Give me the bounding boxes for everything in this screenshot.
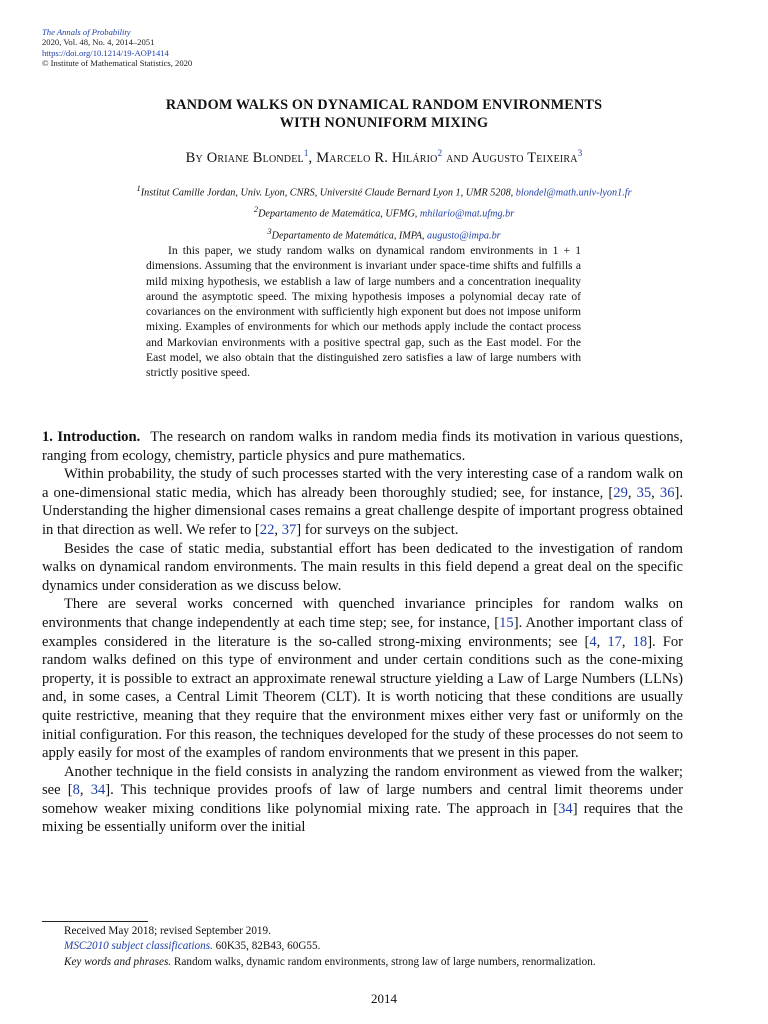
journal-name[interactable]: The Annals of Probability — [42, 27, 131, 37]
volume-info: 2020, Vol. 48, No. 4, 2014–2051 — [42, 37, 155, 48]
paragraph-text: The research on random walks in random media finds its motivation in various questions, ranging from ecology, chemistry, particle physics and pure mathematics. — [42, 429, 683, 464]
citation-link[interactable]: 4 — [589, 633, 597, 650]
paper-title — [60, 96, 708, 132]
affiliation-2 — [30, 201, 738, 222]
citation-link[interactable]: 22 — [259, 521, 275, 538]
affil-text: Departamento de Matemática, UFMG, — [258, 208, 418, 220]
email-link[interactable]: blondel@math.univ-lyon1.fr — [515, 187, 632, 199]
copyright: © Institute of Mathematical Statistics, 2020 — [42, 58, 193, 69]
email-link[interactable]: augusto@impa.br — [427, 230, 501, 242]
citation-link[interactable]: 17 — [607, 633, 622, 650]
author-3-affil-link[interactable]: 3 — [577, 148, 583, 158]
keywords-text: Random walks, dynamic random environments, strong law of large numbers, renormalization. — [173, 955, 596, 968]
section-number: 1. — [42, 429, 53, 445]
paragraph: Another technique in the field consists in analyzing the random environment as viewed from the walker; see [8, 34]. This technique provides proofs of law of large numbers and central limit theorems under somehow weaker mixing conditions like polynomial mixing rate. The approach in [34] requires that the mixing be essentially uniform over the initial — [42, 763, 683, 836]
paragraph-text: ]. Another important class of examples considered in the literature is the so-called strong-mixing environments; see [ — [42, 614, 684, 650]
doi-link[interactable]: https://doi.org/10.1214/19-AOP1414 — [42, 47, 169, 58]
msc-codes: 60K35, 82B43, 60G55. — [215, 940, 321, 953]
affiliation-1 — [30, 180, 738, 201]
citation-link[interactable]: 34 — [558, 800, 573, 817]
citation-link[interactable]: 29 — [613, 484, 628, 501]
by-word: By — [185, 149, 203, 166]
affiliation-3 — [30, 223, 738, 244]
paragraph-text: Within probability, the study of such processes started with the very interesting case of a random walk on a one-dimensional static media, which has already been thoroughly studied; see, for instance, [ — [42, 466, 683, 501]
msc-note — [42, 939, 683, 954]
paragraph-text: ] requires that the mixing be essentially uniform over the initial — [42, 800, 683, 836]
paragraph: There are several works concerned with quenched invariance principles for random walks on environments that change independently at each time step; see, for instance, [15]. Another important class of examples considered in the literature is the so-called strong-mixing environments; see [4, 17, 18]. For random walks defined on this type of environment and under certain conditions such as the cone-mixing property, it is possible to extract an approximate renewal structure yielding a Law of Large Numbers (LLNs) and, in some cases, a Central Limit Theorem (CLT). It is worth noticing that these conditions are usually quite restrictive, meaning that they require that the environment mixes either very fast or uniformly on the initial configuration. For this reason, the techniques developed for the study of these processes do not seem to apply easily for most of the examples of random environments that we present in this paper. — [42, 596, 684, 762]
title-line-1: RANDOM WALKS ON DYNAMICAL RANDOM ENVIRONMENTS — [165, 97, 603, 113]
footnote-divider — [42, 921, 148, 922]
abstract: In this paper, we study random walks on dynamical random environments in 1 + 1 dimensions. Assuming that the environment is invariant under space-time shifts and fulfills a mild mixing hypothesis, we establish a law of large numbers and a concentration inequality around the asymptotic speed. The mixing hypothesis imposes a polynomial decay rate of covariances on the environment with sufficiently high exponent but does not impose uniform mixing. Examples of environments for which our methods apply include the contact process and Markovian environments with a positive spectral gap, such as the East model. For the East model, we also obtain that the distinguished zero satisfies a law of large numbers with strictly positive speed. — [146, 244, 581, 380]
paragraph: Within probability, the study of such processes started with the very interesting case of a random walk on a one-dimensional static media, which has already been thoroughly studied; see, for instance, [29, 35, 36]. Understanding the higher dimensional cases remains a great challenge despite of important progress obtained in that direction as well. We refer to [22, 37] for surveys on the subject. — [42, 466, 683, 538]
paragraph: Besides the case of static media, substantial effort has been dedicated to the investigation of random walks on dynamical random environments. The main results in this field depend a great deal on the specific dynamics under consideration as we discuss below. — [42, 540, 683, 594]
journal-header — [42, 27, 192, 69]
msc-link[interactable]: MSC2010 subject classifications. — [64, 940, 213, 953]
paragraph-text: ]. Understanding the higher dimensional cases remains a great challenge despite of important progress obtained in that direction as well. We refer to [ — [42, 484, 683, 538]
citation-link[interactable]: 34 — [90, 782, 106, 799]
author-2-affil-link[interactable]: 2 — [437, 148, 443, 158]
email-link[interactable]: mhilario@mat.ufmg.br — [419, 208, 515, 220]
author-2: Marcelo R. Hilário — [316, 149, 438, 166]
paragraph — [42, 428, 683, 465]
body-text — [42, 428, 683, 837]
received-note: Received May 2018; revised September 2019. — [64, 925, 271, 937]
and-word: and — [446, 149, 469, 166]
affil-marker: 3 — [267, 225, 272, 236]
citation-link[interactable]: 15 — [499, 614, 514, 631]
keywords-note — [42, 955, 683, 970]
author-1: Oriane Blondel — [206, 149, 304, 166]
keywords-label: Key words and phrases. — [64, 955, 172, 968]
paragraph-text: ]. This technique provides proofs of law of large numbers and central limit theorems under somehow weaker mixing conditions like polynomial mixing rate. The approach in [ — [42, 782, 683, 817]
affil-text: Departamento de Matemática, IMPA, — [271, 230, 425, 242]
paragraph-text: There are several works concerned with quenched invariance principles for random walks on environments that change independently at each time step; see, for instance, [ — [42, 596, 683, 631]
affil-marker: 2 — [253, 204, 259, 215]
citation-link[interactable]: 18 — [632, 633, 648, 650]
title-line-2: WITH NONUNIFORM MIXING — [279, 115, 489, 131]
citation-link[interactable]: 35 — [636, 484, 652, 501]
page-number: 2014 — [371, 991, 397, 1006]
section-title: Introduction. — [57, 429, 141, 445]
affil-text: Institut Camille Jordan, Univ. Lyon, CNRS, Université Claude Bernard Lyon 1, UMR 5208, — [140, 187, 514, 199]
affiliations — [30, 180, 738, 244]
author-line: By Oriane Blondel$^1$, Marcelo R. Hilário$^2$ and Augusto Teixeira$^3$ — [185, 148, 583, 166]
paragraph-text: Another technique in the field consists in analyzing the random environment as viewed from the walker; see [ — [42, 763, 683, 799]
author-3: Augusto Teixeira — [471, 149, 578, 166]
footnotes — [42, 924, 683, 970]
paragraph-text: ]. For random walks defined on this type of environment and under certain conditions such as the cone-mixing property, it is possible to extract an approximate renewal structure yielding a Law of Large Numbers (LLNs) and, in some cases, a Central Limit Theorem (CLT). It is worth noticing that these conditions are usually quite restrictive, meaning that they require that the environment mixes either very fast or uniformly on the initial configuration. For this reason, the techniques developed for the study of these processes do not seem to apply easily for most of the examples of random environments that we present in this paper. — [42, 633, 683, 762]
citation-link[interactable]: 37 — [281, 521, 297, 538]
affil-marker: 1 — [136, 183, 141, 193]
paragraph-text: ] for surveys on the subject. — [296, 521, 459, 538]
author-1-affil-link[interactable]: 1 — [303, 148, 309, 158]
citation-link[interactable]: 8 — [72, 782, 80, 799]
citation-link[interactable]: 36 — [659, 484, 675, 501]
